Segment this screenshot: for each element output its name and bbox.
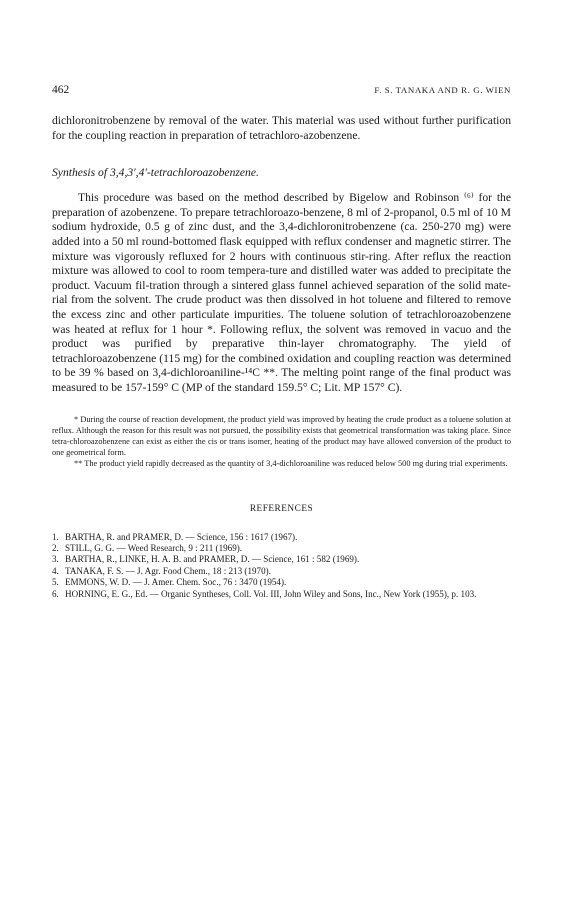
running-head-authors: F. S. TANAKA AND R. G. WIEN: [374, 85, 511, 95]
reference-number: 4.: [52, 565, 59, 576]
footnotes: [52, 414, 511, 469]
section-title: Synthesis of 3,4,3′,4′-tetrachloroazobenzene.: [52, 166, 259, 180]
reference-number: 5.: [52, 577, 59, 588]
intro-paragraph: dichloronitrobenzene by removal of the water. This material was used without further purification for the coupling reaction in preparation of tetrachloro-azobenzene.: [52, 114, 511, 142]
reference-number: 2.: [52, 542, 59, 553]
reference-number: 6.: [52, 588, 59, 599]
reference-text: EMMONS, W. D. — J. Amer. Chem. Soc., 76 : 3470 (1954).: [65, 577, 287, 588]
reference-number: 3.: [52, 554, 59, 565]
running-header: [52, 84, 511, 106]
references-list: [52, 532, 511, 600]
page-number: 462: [52, 84, 70, 96]
reference-item: [52, 577, 511, 588]
reference-item: [52, 566, 511, 577]
main-paragraph: This procedure was based on the method described by Bigelow and Robinson ⁽⁶⁾ for the preparation of azobenzene. To prepare tetrachloroazo-benzene, 8 ml of 2-propanol, 0.5 ml of 10 M sodium hydroxide, 0.5 g of zinc dust, and the 3,4-dichloronitrobenzene (ca. 250-270 mg) were added into a 50 ml round-bottomed flask equipped with reflux condenser and magnetic stirrer. The mixture was vigorously refluxed for 2 hours with continuous stir-ring. After reflux the reaction mixture was allowed to cool to room tempera-ture and distilled water was added to precipitate the product. Vacuum fil-tration through a sintered glass funnel achieved separation of the solid mate-rial from the solvent. The crude product was then dissolved in hot toluene and filtered to remove the excess zinc and other particulate impurities. The toluene solution of tetrachloroazobenzene was heated at reflux for 1 hour *. Following reflux, the solvent was removed in vacuo and the product was purified by preparative thin-layer chromatography. The yield of tetrachloroazobenzene (115 mg) for the combined oxidation and coupling reaction was determined to be 39 % based on 3,4-dichloroaniline-¹⁴C **. The melting point range of the final product was measured to be 157-159° C (MP of the standard 159.5° C; Lit. MP 157° C).: [52, 191, 511, 394]
reference-text: STILL, G. G. — Weed Research, 9 : 211 (1969).: [65, 542, 243, 553]
reference-item: [52, 532, 511, 543]
reference-text: BARTHA, R., LINKE, H. A. B. and PRAMER, D. — Science, 161 : 582 (1969).: [65, 554, 360, 565]
reference-number: 1.: [52, 531, 59, 542]
reference-item: [52, 554, 511, 565]
footnote-1: * During the course of reaction development, the product yield was improved by heating the crude product as a toluene solution at reflux. Although the reason for this result was not pursued, the possibility exists that geometrical transformation was taking place. Since tetra-chloroazobenzene can exist as either the cis or trans isomer, heating of the product may have allowed conversion of the product to one geometrical form.: [52, 414, 511, 457]
reference-text: BARTHA, R. and PRAMER, D. — Science, 156 : 1617 (1967).: [65, 531, 298, 542]
references-title: REFERENCES: [249, 503, 314, 514]
reference-item: [52, 589, 511, 600]
reference-text: TANAKA, F. S. — J. Agr. Food Chem., 18 : 213 (1970).: [65, 565, 271, 576]
footnote-2: ** The product yield rapidly decreased as the quantity of 3,4-dichloroaniline was reduced below 500 mg during trial experiments.: [74, 458, 508, 468]
reference-item: [52, 543, 511, 554]
reference-text: HORNING, E. G., Ed. — Organic Syntheses, Coll. Vol. III, John Wiley and Sons, Inc., New York (1955), p. 103.: [65, 588, 477, 599]
page: [52, 84, 511, 600]
